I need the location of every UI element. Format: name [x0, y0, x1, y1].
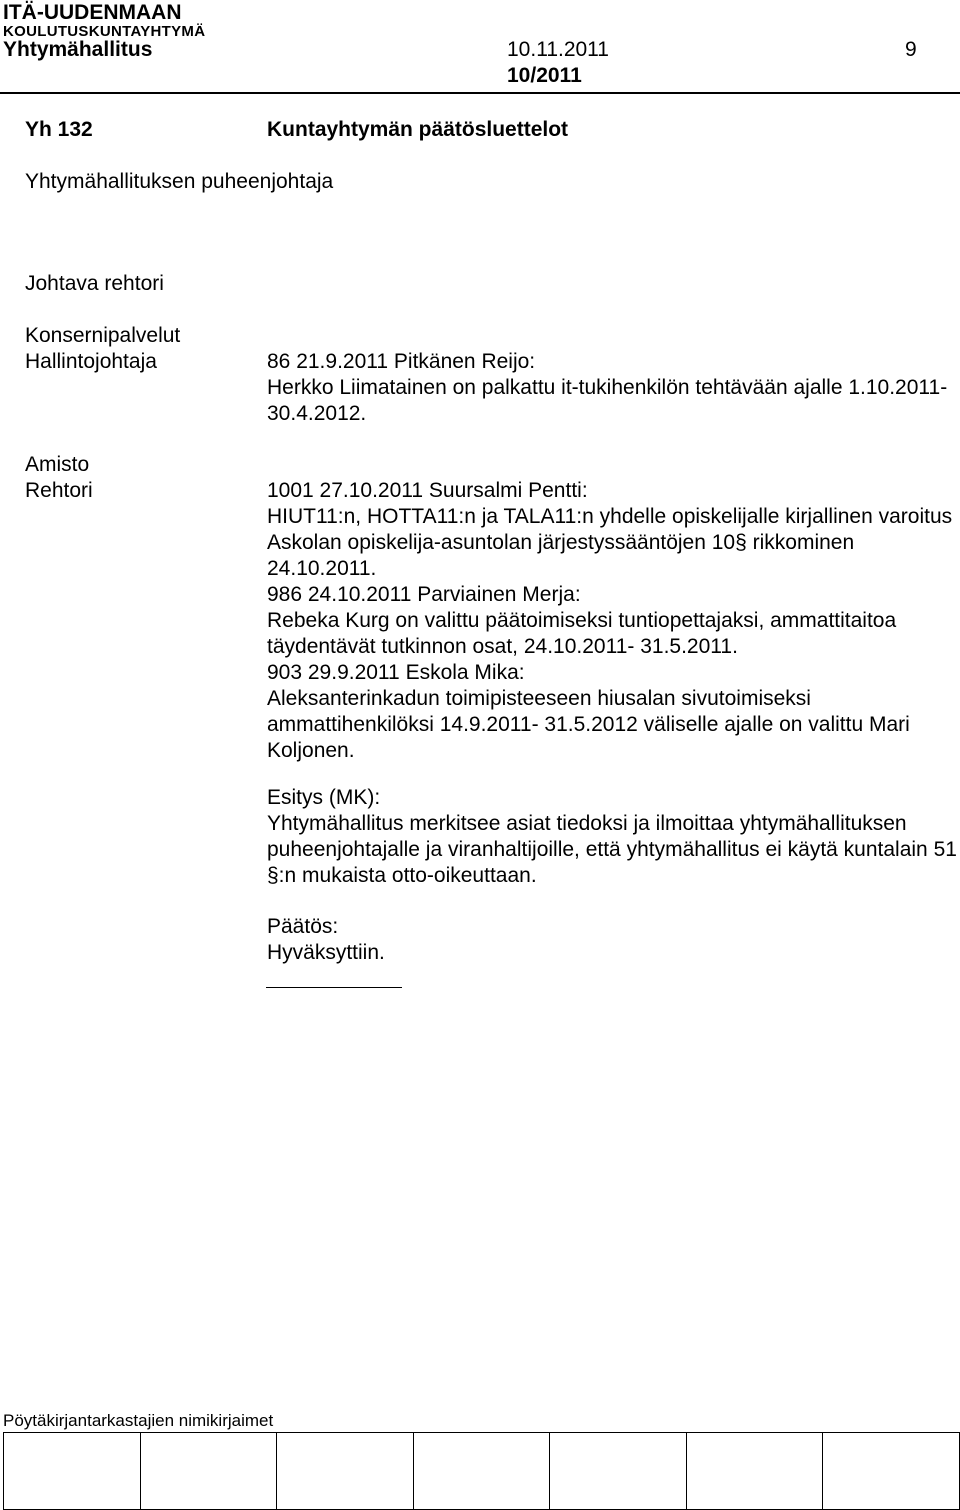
signature-table: [3, 1432, 960, 1510]
signature-cell: [140, 1433, 277, 1510]
signature-cell: [823, 1433, 960, 1510]
decision-block: [267, 914, 957, 966]
signature-cell: [413, 1433, 550, 1510]
signature-cell: [550, 1433, 687, 1510]
organization-name-line2: KOULUTUSKUNTAYHTYMÄ: [3, 23, 206, 40]
decision-item: [267, 478, 957, 764]
label-principal: Rehtori: [25, 479, 93, 502]
closing-rule: [266, 987, 402, 988]
section-number: Yh 132: [25, 118, 93, 141]
decision-text: HIUT11:n, HOTTA11:n ja TALA11:n yhdelle opiskelijalle kirjallinen varoitus Askolan opiskelija-asuntolan järjestyssääntöjen 10§ rikkominen 24.10.2011.: [267, 505, 953, 580]
proposal-block: [267, 785, 957, 889]
decision-result: Hyväksyttiin.: [267, 941, 385, 964]
section-title: Kuntayhtymän päätösluettelot: [267, 118, 569, 141]
label-lead-principal: Johtava rehtori: [25, 272, 164, 295]
decision-text: Rebeka Kurg on valittu päätoimiseksi tuntiopettajaksi, ammattitaitoa täydentävät tutkinnon osat, 24.10.2011- 31.5.2011.: [267, 609, 897, 658]
header-divider: [0, 92, 960, 94]
decision-text: Aleksanterinkadun toimipisteeseen hiusalan sivutoimiseksi ammattihenkilöksi 14.9.2011- 31.5.2012 väliselle ajalle on valittu Mari Koljonen.: [267, 687, 910, 762]
signatures-label: Pöytäkirjantarkastajien nimikirjaimet: [3, 1411, 274, 1430]
label-admin-director: Hallintojohtaja: [25, 350, 157, 373]
decision-reference: 86 21.9.2011 Pitkänen Reijo:: [267, 350, 536, 373]
decision-reference: 1001 27.10.2011 Suursalmi Pentti:: [267, 479, 588, 502]
label-chair: Yhtymähallituksen puheenjohtaja: [25, 170, 334, 193]
label-group-services: Konsernipalvelut: [25, 324, 181, 347]
signature-cell: [686, 1433, 823, 1510]
organization-name-line1: ITÄ-UUDENMAAN: [3, 1, 182, 24]
decision-reference: 903 29.9.2011 Eskola Mika:: [267, 661, 525, 684]
meeting-number: 10/2011: [507, 64, 582, 87]
decision-item: [267, 349, 957, 427]
signature-cell: [277, 1433, 414, 1510]
proposal-text: Yhtymähallitus merkitsee asiat tiedoksi ja ilmoittaa yhtymähallituksen puheenjohtajalle ja viranhaltijoille, että yhtymähallitus ei käytä kuntalain 51 §:n mukaista otto-oikeuttaan.: [267, 812, 957, 887]
decision-text: Herkko Liimatainen on palkattu it-tukihenkilön tehtävään ajalle 1.10.2011-30.4.2012.: [267, 376, 948, 425]
decision-label: Päätös:: [267, 915, 339, 938]
label-amisto: Amisto: [25, 453, 90, 476]
decision-reference: 986 24.10.2011 Parviainen Merja:: [267, 583, 581, 606]
governing-body-name: Yhtymähallitus: [3, 38, 153, 61]
page-number: 9: [905, 38, 917, 61]
signature-cell: [4, 1433, 141, 1510]
proposal-label: Esitys (MK):: [267, 786, 381, 809]
meeting-date: 10.11.2011: [507, 38, 609, 61]
